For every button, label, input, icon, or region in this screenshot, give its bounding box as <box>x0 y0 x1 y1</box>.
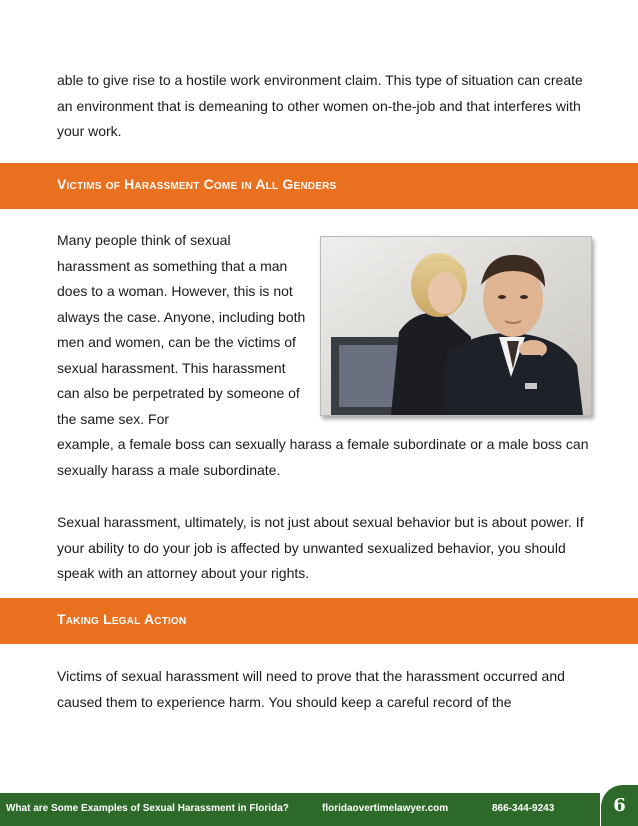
victims-paragraph-wrapped: Many people think of sexual harassment as something that a man does to a woman. However, this is not always the case. Anyone, including both men and women, can be the victims of sexual harassment. This harassment can also be perpetrated by someone of the same sex. For <box>57 232 306 427</box>
office-photo-illustration <box>321 237 591 415</box>
footer-title: What are Some Examples of Sexual Harassment in Florida? <box>6 803 289 814</box>
section-heading-band <box>0 163 638 209</box>
footer-website: floridaovertimelawyer.com <box>322 803 449 814</box>
power-paragraph: Sexual harassment, ultimately, is not just about sexual behavior but is about power. If your ability to do your job is affected by unwanted sexualized behavior, you should speak with an attorney about your rights. <box>57 514 584 581</box>
section-heading-legal-action: Taking Legal Action <box>57 611 187 627</box>
legal-action-paragraph: Victims of sexual harassment will need to prove that the harassment occurred and caused them to experience harm. You should keep a careful record of the <box>57 668 565 710</box>
victims-paragraph-full: example, a female boss can sexually harass a female subordinate or a male boss can sexually harass a male subordinate. <box>57 436 589 478</box>
office-photo <box>320 236 592 416</box>
top-paragraph: able to give rise to a hostile work environment claim. This type of situation can create an environment that is demeaning to other women on-the-job and that interferes with your work. <box>57 72 583 139</box>
page-number: 6 <box>601 785 638 826</box>
footer-bar <box>0 793 600 826</box>
section-heading-band <box>0 598 638 644</box>
section-heading-victims: Victims of Harassment Come in All Genders <box>57 176 337 192</box>
footer-phone: 866-344-9243 <box>492 803 555 814</box>
